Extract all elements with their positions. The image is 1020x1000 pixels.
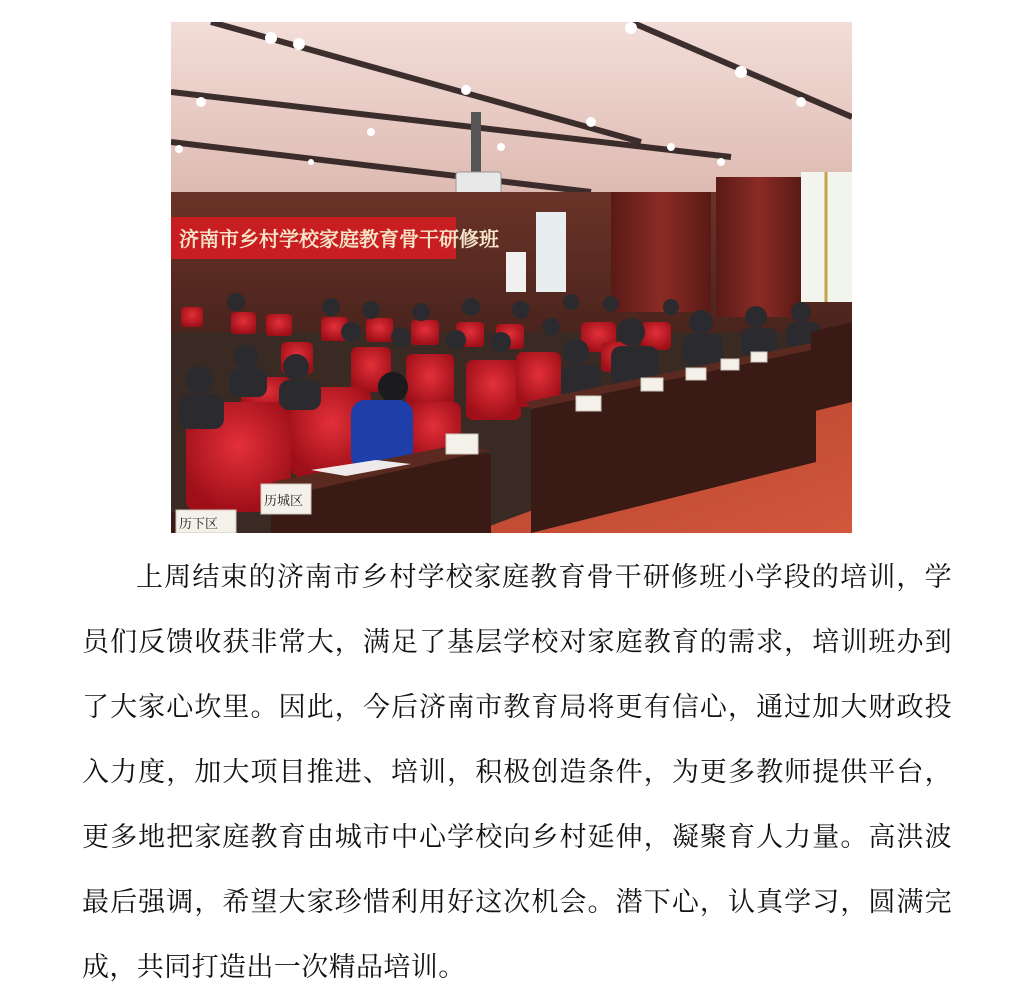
desk-label-lixia: 历下区 bbox=[179, 516, 219, 531]
classroom-photo bbox=[171, 22, 852, 533]
article-paragraph: 上周结束的济南市乡村学校家庭教育骨干研修班小学段的培训，学员们反馈收获非常大，满足了基层学校对家庭教育的需求，培训班办到了大家心坎里。因此，今后济南市教育局将更有信心，通过加大财政投入力度，加大项目推进、培训，积极创造条件，为更多教师提供平台，更多地把家庭教育由城市中心学校向乡村延伸，凝聚育人力量。高洪波最后强调，希望大家珍惜利用好这次机会。潜下心，认真学习，圆满完成，共同打造出一次精品培训。 bbox=[82, 562, 952, 983]
article-body bbox=[82, 545, 952, 1000]
banner-text: 济南市乡村学校家庭教育骨干研修班 bbox=[179, 229, 499, 251]
desk-label-licheng: 历城区 bbox=[264, 493, 304, 508]
